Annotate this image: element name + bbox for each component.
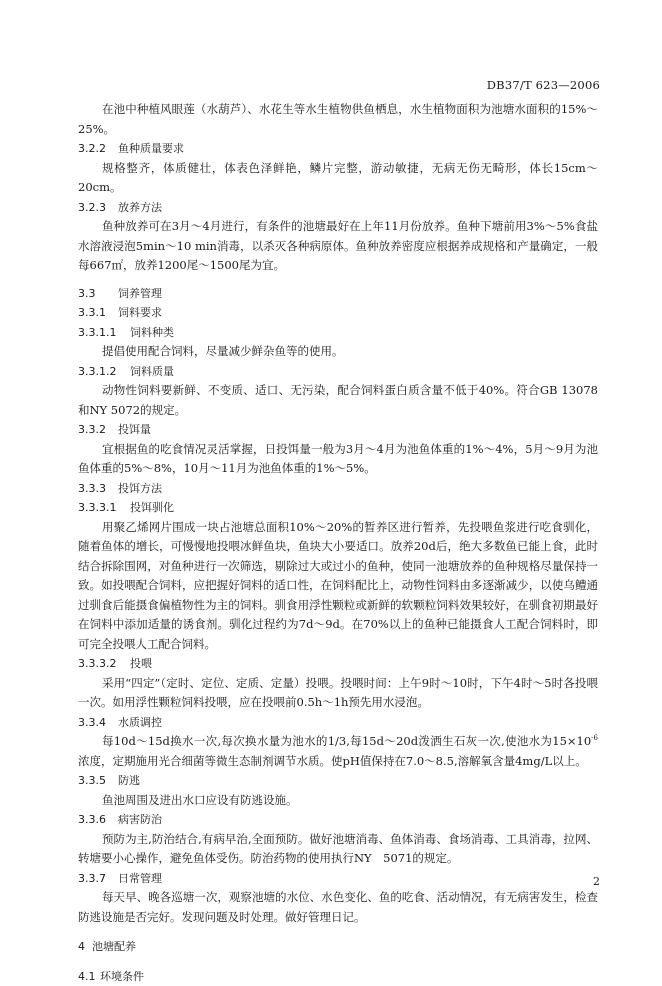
heading-3-3-5 bbox=[78, 771, 598, 791]
paragraph-3-3-4 bbox=[78, 732, 598, 771]
paragraph-3-2-2: 规格整齐，体质健壮，体表色泽鲜艳，鳞片完整，游动敏捷，无病无伤无畸形，体长15cm～20cm。 bbox=[78, 159, 598, 198]
heading-3-3-3 bbox=[78, 479, 598, 499]
heading-3-2-3 bbox=[78, 198, 598, 218]
heading-3-3-3-2 bbox=[78, 654, 598, 674]
page-number: 2 bbox=[593, 875, 600, 888]
heading-number: 3.3.3 bbox=[78, 479, 112, 499]
heading-title: 鱼种质量要求 bbox=[118, 142, 184, 155]
heading-3-3-1-2 bbox=[78, 362, 598, 382]
paragraph-3-3-3-2: 采用“四定”（定时、定位、定质、定量）投喂。投喂时间：上午9时～10时，下午4时～5时各投喂一次。如用浮性颗粒饲料投喂，应在投喂前0.5h～1h预先用水浸泡。 bbox=[78, 674, 598, 713]
paragraph-3-3-7: 每天早、晚各巡塘一次，观察池塘的水位、水色变化、鱼的吃食、活动情况，有无病害发生，检查防逃设施是否完好。发现问题及时处理。做好管理日记。 bbox=[78, 888, 598, 927]
standard-code: DB37/T 623—2006 bbox=[487, 78, 600, 92]
heading-number: 3.3.6 bbox=[78, 810, 112, 830]
paragraph-3-3-2: 宜根据鱼的吃食情况灵活掌握，日投饵量一般为3月～4月为池鱼体重的1%～4%，5月～9月为池鱼体重的5%～8%，10月～11月为池鱼体重的1%～5%。 bbox=[78, 440, 598, 479]
heading-number: 3.2.2 bbox=[78, 139, 112, 159]
paragraph-3-2-1-tail bbox=[78, 100, 598, 139]
heading-number: 4.1 bbox=[78, 967, 96, 986]
heading-3-3-4 bbox=[78, 713, 598, 733]
heading-3-3-1 bbox=[78, 303, 598, 323]
paragraph-text: 每10d～15d换水一次,每次换水量为池水的1/3,每15d～20d泼洒生石灰一次,使池水为15×10 bbox=[102, 734, 591, 748]
heading-3-3-3-1 bbox=[78, 498, 598, 518]
paragraph-3-3-3-1: 用聚乙烯网片围成一块占池塘总面积10%～20%的暂养区进行暂养，先投喂鱼浆进行吃食驯化，随着鱼体的增长，可慢慢地投喂冰鲜鱼块，鱼块大小要适口。放养20d后，绝大多数鱼已能上食，此时结合拆除围网，对鱼种进行一次筛选，剔除过大或过小的鱼种，使同一池塘放养的鱼种规格尽量保持一致。如投喂配合饲料，应把握好饲料的适口性，在饲料配比上，动物性饲料由多逐渐减少，以使乌鳢通过驯食后能摄食偏植物性为主的饲料。驯食用浮性颗粒或新鲜的软颗粒饲料效果较好，在驯食初期最好在饲料中添加适量的诱食剂。驯化过程约为7d～9d。在70%以上的鱼种已能摄食人工配合饲料时，即可完全投喂人工配合饲料。 bbox=[78, 518, 598, 655]
heading-title: 饲料种类 bbox=[130, 326, 174, 339]
heading-number: 3.3.7 bbox=[78, 869, 112, 889]
paragraph-text-end: 25%。 bbox=[78, 122, 115, 136]
heading-3-2-2 bbox=[78, 139, 598, 159]
paragraph-text-end: ，放养1200尾～1500尾为宜。 bbox=[123, 258, 285, 272]
heading-3-3 bbox=[78, 284, 598, 304]
heading-title: 投喂 bbox=[130, 657, 152, 670]
heading-number: 3.3.1 bbox=[78, 303, 112, 323]
heading-title: 环境条件 bbox=[100, 970, 144, 983]
heading-title: 饲料要求 bbox=[118, 306, 162, 319]
heading-3-3-2 bbox=[78, 420, 598, 440]
heading-number: 3.3.2 bbox=[78, 420, 112, 440]
paragraph-3-3-5: 鱼池周围及进出水口应设有防逃设施。 bbox=[78, 791, 598, 811]
paragraph-3-2-3 bbox=[78, 217, 598, 276]
paragraph-3-3-1-2: 动物性饲料要新鲜、不变质、适口、无污染，配合饲料蛋白质含量不低于40%。符合GB 13078 和NY 5072的规定。 bbox=[78, 381, 598, 420]
heading-number: 3.3.4 bbox=[78, 713, 112, 733]
heading-title: 防逃 bbox=[118, 774, 140, 787]
heading-title: 水质调控 bbox=[118, 716, 162, 729]
heading-number: 4 bbox=[78, 937, 88, 957]
paragraph-3-3-6: 预防为主,防治结合,有病早治,全面预防。做好池塘消毒、鱼体消毒、食场消毒、工具消毒，拉网、转塘要小心操作，避免鱼体受伤。防治药物的使用执行NY 5071的规定。 bbox=[78, 830, 598, 869]
heading-number: 3.3.1.2 bbox=[78, 362, 124, 382]
heading-3-3-6 bbox=[78, 810, 598, 830]
paragraph-3-3-1-1: 提倡使用配合饲料，尽量减少鲜杂鱼等的使用。 bbox=[78, 342, 598, 362]
heading-title: 日常管理 bbox=[118, 872, 162, 885]
exponent: -6 bbox=[591, 734, 598, 742]
heading-4-1 bbox=[78, 967, 598, 986]
heading-title: 病害防治 bbox=[118, 813, 162, 826]
heading-3-3-7 bbox=[78, 869, 598, 889]
heading-title: 投饵驯化 bbox=[130, 501, 174, 514]
heading-number: 3.3.5 bbox=[78, 771, 112, 791]
heading-number: 3.3 bbox=[78, 284, 112, 304]
heading-title: 池塘配养 bbox=[92, 940, 136, 953]
heading-title: 饲养管理 bbox=[118, 287, 162, 300]
paragraph-text-end: 浓度，定期施用光合细菌等微生态制剂调节水质。使pH值保持在7.0～8.5,溶解氧含量4mg/L以上。 bbox=[78, 754, 587, 768]
heading-title: 投饵量 bbox=[118, 423, 151, 436]
heading-title: 饲料质量 bbox=[130, 365, 174, 378]
heading-number: 3.3.3.1 bbox=[78, 498, 124, 518]
heading-title: 放养方法 bbox=[118, 201, 162, 214]
heading-number: 3.3.1.1 bbox=[78, 323, 124, 343]
heading-title: 投饵方法 bbox=[118, 482, 162, 495]
heading-number: 3.2.3 bbox=[78, 198, 112, 218]
heading-number: 3.3.3.2 bbox=[78, 654, 124, 674]
heading-3-3-1-1 bbox=[78, 323, 598, 343]
paragraph-text: 在池中种植风眼莲（水葫芦）、水花生等水生植物供鱼栖息，水生植物面积为池塘水面积的15%～ bbox=[102, 102, 598, 116]
paragraph-text: 鱼种放养可在3月～4月进行，有条件的池塘最好在上年11月份放养。鱼种下塘前用3%～5%食盐水溶液浸泡5min～10 min消毒，以杀灭各种病原体。鱼种放养密度应根据养成规格和产量确定，一般每667㎡ bbox=[78, 219, 598, 272]
document-body bbox=[78, 100, 598, 986]
heading-4 bbox=[78, 937, 598, 957]
